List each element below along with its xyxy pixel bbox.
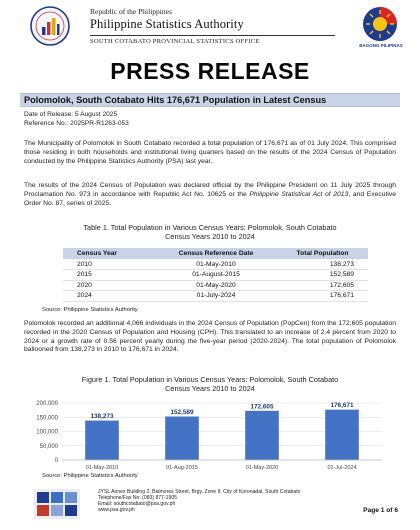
table-cell-population: 152,589 bbox=[329, 271, 354, 279]
population-bar-chart bbox=[22, 395, 392, 473]
chart-x-tick-label: 01-May-2010 bbox=[85, 465, 119, 471]
paragraph-2-part-a: The results of the 2024 Census of Population was declared official by the Philippine President on 11 July 2025 through Proclamation No. 973 in accordance with Republic Act No. 10625 or the bbox=[24, 182, 396, 198]
column-header-census-year: Census Year bbox=[63, 248, 155, 259]
footer-address-line-1: JYSL Annex Building 2, Balmores Street, Brgy. Zone II, City of Koronadal, South Cotabato bbox=[98, 489, 301, 495]
chart-data-label: 176,671 bbox=[330, 402, 354, 410]
bagong-pilipinas-logo-icon bbox=[356, 4, 404, 48]
population-table bbox=[63, 248, 368, 302]
page-number: Page 1 of 6 bbox=[363, 507, 398, 514]
chart-x-tick-label: 01-Aug-2015 bbox=[166, 465, 198, 471]
chart-bar bbox=[245, 411, 279, 460]
chart-y-tick-label: 0 bbox=[54, 458, 58, 465]
chart-data-label: 152,589 bbox=[170, 409, 194, 417]
release-meta bbox=[24, 110, 129, 128]
table-row bbox=[63, 259, 368, 270]
table-caption-line-2: Census Years 2010 to 2024 bbox=[165, 232, 255, 241]
paragraph-2-italic: Philippine Statistical Act of 2013 bbox=[249, 190, 349, 198]
office-name: SOUTH COTABATO PROVINCIAL STATISTICS OFFICE bbox=[90, 38, 260, 45]
footer-address-line-3: Email: southcotabato@psa.gov.ph bbox=[98, 500, 176, 507]
table-cell-date: 01-July-2024 bbox=[196, 292, 236, 300]
figure-caption-line-1: Figure 1. Total Population in Various Census Years: Polomolok, South Cotabato bbox=[81, 375, 339, 384]
page-header bbox=[0, 0, 420, 50]
footer-logo-icon bbox=[34, 489, 80, 519]
agency-name: Philippine Statistics Authority bbox=[90, 17, 244, 31]
table-cell-date: 01-August-2015 bbox=[192, 271, 240, 279]
chart-y-tick-label: 100,000 bbox=[36, 429, 58, 436]
paragraph-3: Polomolok recorded an additional 4,066 individuals in the 2024 Census of Population (PopCen) from the 172,605 population recorded in the 2020 Census of Population and Housing (CPH). This translated to an increase of 2.4 percent from 2020 to 2024 or a growth rate of 0.56 percent yearly during the five-year period (2020-2024). The total population of Polomolok ballooned from 138,273 in 2010 to 176,671 in 2024. bbox=[24, 320, 396, 354]
republic-label: Republic of the Philippines bbox=[90, 7, 172, 16]
table-row bbox=[63, 291, 368, 302]
table-cell-year: 2024 bbox=[77, 292, 92, 300]
paragraph-2-part-b: , and Executive Order No. 87, series of 2025. bbox=[24, 190, 397, 207]
chart-bar bbox=[165, 417, 199, 460]
chart-data-label: 138,273 bbox=[90, 413, 114, 421]
header-divider bbox=[90, 35, 335, 36]
table-caption bbox=[24, 223, 396, 241]
page-footer bbox=[0, 484, 420, 530]
table-cell-year: 2020 bbox=[77, 281, 92, 289]
column-header-total-population: Total Population bbox=[277, 248, 368, 259]
figure-source: Source: Philippine Statistics Authority bbox=[42, 473, 138, 479]
footer-address bbox=[98, 490, 300, 514]
table-row bbox=[63, 270, 368, 281]
paragraph-1: The Municipality of Polomolok in South Cotabato recorded a total population of 176,671 as of 01 July 2024. This comprised those residing in both households and institutional living quarters based on the results of the 2024 Census of Population conducted by the Philippine Statistics Authority (PSA) last year. bbox=[24, 140, 396, 165]
table-cell-year: 2010 bbox=[77, 260, 92, 268]
psa-seal-icon bbox=[30, 6, 70, 46]
footer-address-line-4: www.psa.gov.ph bbox=[98, 506, 135, 513]
footer-address-line-2: Telephone/Fax No: (083) 877-1905 bbox=[98, 494, 178, 501]
chart-x-tick-label: 01-Jul-2024 bbox=[327, 465, 357, 471]
chart-y-tick-label: 50,000 bbox=[39, 443, 58, 450]
reference-number: Reference No.: 2025PR-R1263-053 bbox=[24, 120, 129, 127]
table-cell-date: 01-May-2020 bbox=[196, 281, 236, 289]
chart-y-tick-label: 200,000 bbox=[36, 401, 58, 408]
chart-x-tick-label: 01-May-2020 bbox=[245, 465, 279, 471]
table-cell-year: 2015 bbox=[77, 271, 92, 279]
chart-y-tick-label: 150,000 bbox=[36, 415, 58, 422]
chart-bar bbox=[325, 410, 359, 460]
headline: Polomolok, South Cotabato Hits 176,671 Population in Latest Census bbox=[24, 95, 327, 105]
table-header-row bbox=[63, 248, 368, 259]
headline-bar bbox=[20, 93, 400, 107]
table-row bbox=[63, 280, 368, 291]
table-source: Source: Philippine Statistics Authority bbox=[42, 307, 138, 313]
figure-caption-line-2: Census Years 2010 to 2024 bbox=[165, 384, 255, 393]
figure-caption bbox=[24, 375, 396, 393]
page-title: PRESS RELEASE bbox=[110, 58, 310, 84]
table-cell-population: 138,273 bbox=[329, 260, 354, 268]
table-cell-date: 01-May-2010 bbox=[196, 260, 236, 268]
chart-bar bbox=[85, 421, 119, 460]
table-cell-population: 176,671 bbox=[329, 292, 354, 300]
header-text bbox=[90, 7, 335, 45]
table-caption-line-1: Table 1. Total Population in Various Census Years: Polomolok, South Cotabato bbox=[83, 223, 337, 232]
table-cell-population: 172,605 bbox=[329, 281, 354, 289]
paragraph-2 bbox=[24, 182, 396, 208]
bagong-pilipinas-label: BAGONG PILIPINAS bbox=[359, 43, 403, 48]
chart-data-label: 172,605 bbox=[250, 403, 274, 411]
release-date: Date of Release: 5 August 2025 bbox=[24, 111, 118, 118]
column-header-reference-date: Census Reference Date bbox=[155, 248, 277, 259]
